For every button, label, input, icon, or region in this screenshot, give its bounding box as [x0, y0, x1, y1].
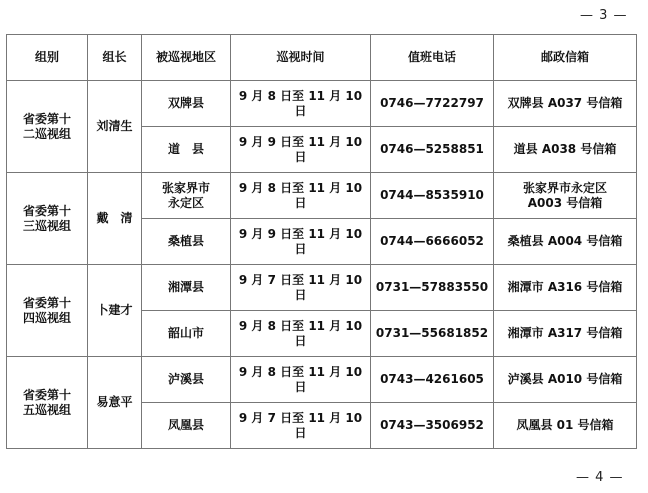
mailbox-cell: 张家界市永定区 A003 号信箱 [494, 173, 637, 219]
leader-cell: 易意平 [88, 357, 142, 449]
page-number-top: — 3 — [580, 8, 628, 23]
header-leader: 组长 [88, 35, 142, 81]
region-cell: 道 县 [142, 127, 231, 173]
region-cell: 韶山市 [142, 311, 231, 357]
phone-cell: 0746—7722797 [371, 81, 494, 127]
period-cell: 9 月 8 日至 11 月 10 日 [231, 173, 371, 219]
header-region: 被巡视地区 [142, 35, 231, 81]
phone-cell: 0746—5258851 [371, 127, 494, 173]
region-cell: 湘潭县 [142, 265, 231, 311]
region-cell: 桑植县 [142, 219, 231, 265]
phone-cell: 0743—3506952 [371, 403, 494, 449]
phone-cell: 0731—57883550 [371, 265, 494, 311]
phone-cell: 0744—6666052 [371, 219, 494, 265]
table-row [7, 357, 637, 403]
mailbox-cell: 泸溪县 A010 号信箱 [494, 357, 637, 403]
table-row [7, 81, 637, 127]
mailbox-cell: 湘潭市 A317 号信箱 [494, 311, 637, 357]
period-cell: 9 月 9 日至 11 月 10 日 [231, 219, 371, 265]
region-cell: 双牌县 [142, 81, 231, 127]
region-cell: 泸溪县 [142, 357, 231, 403]
phone-cell: 0743—4261605 [371, 357, 494, 403]
mailbox-cell: 道县 A038 号信箱 [494, 127, 637, 173]
mailbox-cell: 凤凰县 01 号信箱 [494, 403, 637, 449]
leader-cell: 戴 清 [88, 173, 142, 265]
period-cell: 9 月 8 日至 11 月 10 日 [231, 357, 371, 403]
phone-cell: 0731—55681852 [371, 311, 494, 357]
region-cell: 凤凰县 [142, 403, 231, 449]
leader-cell: 刘清生 [88, 81, 142, 173]
period-cell: 9 月 8 日至 11 月 10 日 [231, 81, 371, 127]
table-row [7, 173, 637, 219]
region-cell: 张家界市 永定区 [142, 173, 231, 219]
period-cell: 9 月 7 日至 11 月 10 日 [231, 265, 371, 311]
table-row [7, 265, 637, 311]
header-mailbox: 邮政信箱 [494, 35, 637, 81]
group-name-cell: 省委第十 三巡视组 [7, 173, 88, 265]
table-header-row [7, 35, 637, 81]
phone-cell: 0744—8535910 [371, 173, 494, 219]
group-name-cell: 省委第十 二巡视组 [7, 81, 88, 173]
mailbox-cell: 湘潭市 A316 号信箱 [494, 265, 637, 311]
leader-cell: 卜建才 [88, 265, 142, 357]
period-cell: 9 月 8 日至 11 月 10 日 [231, 311, 371, 357]
mailbox-cell: 桑植县 A004 号信箱 [494, 219, 637, 265]
inspection-schedule-table [6, 34, 637, 449]
group-name-cell: 省委第十 四巡视组 [7, 265, 88, 357]
header-group: 组别 [7, 35, 88, 81]
mailbox-cell: 双牌县 A037 号信箱 [494, 81, 637, 127]
header-phone: 值班电话 [371, 35, 494, 81]
period-cell: 9 月 7 日至 11 月 10 日 [231, 403, 371, 449]
group-name-cell: 省委第十 五巡视组 [7, 357, 88, 449]
period-cell: 9 月 9 日至 11 月 10 日 [231, 127, 371, 173]
header-period: 巡视时间 [231, 35, 371, 81]
page-number-bottom: — 4 — [576, 470, 624, 485]
